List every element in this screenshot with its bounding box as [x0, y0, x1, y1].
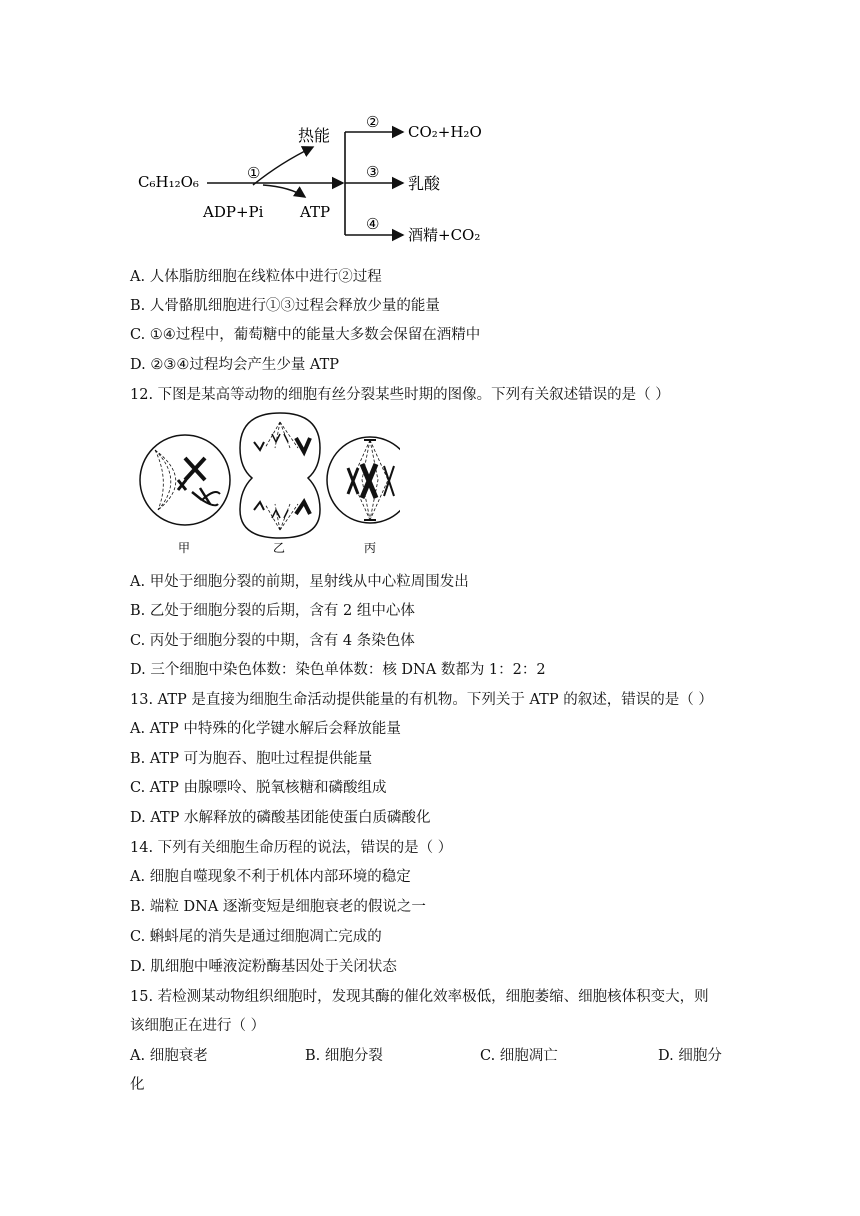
q14-option-d: D. 肌细胞中唾液淀粉酶基因处于关闭状态: [130, 959, 397, 975]
q11-option-b: B. 人骨骼肌细胞进行①③过程会释放少量的能量: [130, 298, 440, 314]
q14-option-a: A. 细胞自噬现象不利于机体内部环境的稳定: [130, 869, 411, 885]
q14-option-c: C. 蝌蚪尾的消失是通过细胞凋亡完成的: [130, 929, 382, 945]
q13-option-a: A. ATP 中特殊的化学键水解后会释放能量: [130, 721, 401, 737]
q15-option-c: C. 细胞凋亡: [480, 1048, 558, 1064]
mitosis-cells-figure: [130, 408, 400, 558]
q13-option-c: C. ATP 由腺嘌呤、脱氧核糖和磷酸组成: [130, 780, 387, 796]
step2-label: ②: [366, 113, 380, 131]
atp-arrow: [263, 185, 305, 197]
step1-label: ①: [247, 164, 261, 182]
heat-arrow: [253, 147, 313, 185]
cell-bing: [327, 437, 400, 523]
product4-label: 酒精+CO₂: [408, 226, 481, 244]
q12-option-a: A. 甲处于细胞分裂的前期，星射线从中心粒周围发出: [130, 574, 469, 590]
q12-stem: 12. 下图是某高等动物的细胞有丝分裂某些时期的图像。下列有关叙述错误的是（ ）: [130, 387, 670, 403]
q15-stem-line2: 该细胞正在进行（ ）: [130, 1018, 266, 1034]
q15-option-d: D. 细胞分: [658, 1048, 722, 1064]
product3-label: 乳酸: [408, 174, 441, 193]
cell-label-bing: 丙: [364, 541, 377, 555]
q15-option-d-wrap: 化: [130, 1077, 145, 1093]
q13-stem: 13. ATP 是直接为细胞生命活动提供能量的有机物。下列关于 ATP 的叙述，错误的是（ ）: [130, 692, 713, 708]
q14-option-b: B. 端粒 DNA 逐渐变短是细胞衰老的假说之一: [130, 899, 426, 915]
step4-label: ④: [366, 215, 380, 233]
atp-label: ATP: [300, 203, 331, 221]
q12-option-d: D. 三个细胞中染色体数：染色单体数：核 DNA 数都为 1：2：2: [130, 662, 546, 678]
cell-jia: [140, 435, 230, 525]
q14-stem: 14. 下列有关细胞生命历程的说法，错误的是（ ）: [130, 840, 453, 856]
step3-label: ③: [366, 163, 380, 181]
q15-option-a: A. 细胞衰老: [130, 1048, 208, 1064]
q13-option-b: B. ATP 可为胞吞、胞吐过程提供能量: [130, 751, 373, 767]
q11-option-a: A. 人体脂肪细胞在线粒体中进行②过程: [130, 269, 382, 285]
q15-stem-line1: 15. 若检测某动物组织细胞时，发现其酶的催化效率极低，细胞萎缩、细胞核体积变大，则: [130, 989, 709, 1005]
adp-label: ADP+Pi: [203, 203, 264, 221]
cell-label-jia: 甲: [178, 541, 191, 555]
q15-option-b: B. 细胞分裂: [305, 1048, 383, 1064]
cell-yi: [240, 413, 320, 538]
q13-option-d: D. ATP 水解释放的磷酸基团能使蛋白质磷酸化: [130, 810, 431, 826]
q11-option-c: C. ①④过程中，葡萄糖中的能量大多数会保留在酒精中: [130, 327, 481, 343]
q12-option-b: B. 乙处于细胞分裂的后期，含有 2 组中心体: [130, 603, 415, 619]
cell-label-yi: 乙: [273, 541, 286, 555]
glucose-label: C₆H₁₂O₆: [138, 173, 199, 191]
q11-option-d: D. ②③④过程均会产生少量 ATP: [130, 357, 340, 373]
respiration-pathway-diagram: [135, 105, 515, 250]
heat-label: 热能: [298, 126, 331, 145]
product2-label: CO₂+H₂O: [408, 123, 482, 141]
q12-option-c: C. 丙处于细胞分裂的中期，含有 4 条染色体: [130, 633, 415, 649]
